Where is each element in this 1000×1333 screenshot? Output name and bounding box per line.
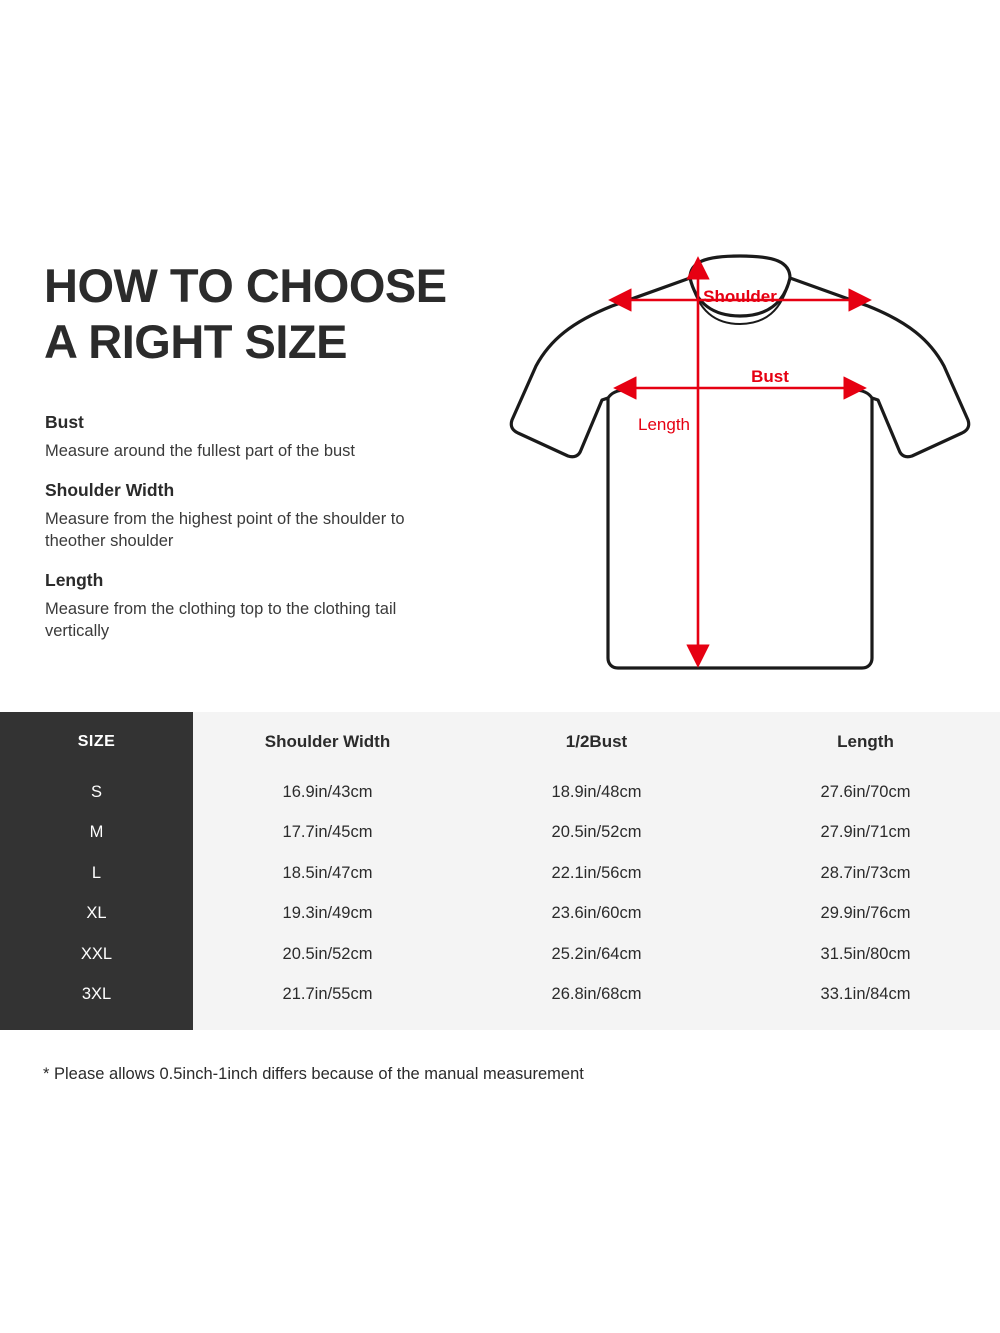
cell-length: 31.5in/80cm	[820, 944, 911, 963]
cell-shoulder-width: 17.7in/45cm	[282, 823, 373, 842]
definition-text: Measure from the highest point of the shoulder to theother shoulder	[45, 510, 405, 550]
cell-size: L	[91, 863, 102, 882]
length-label: Length	[638, 415, 690, 434]
page-title-line-1: HOW TO CHOOSE	[44, 259, 447, 312]
tshirt-outline-shape	[511, 256, 969, 668]
cell-half-bust: 22.1in/56cm	[551, 863, 642, 882]
cell-size: 3XL	[81, 985, 112, 1004]
definition-title: Length	[45, 570, 104, 590]
cell-length: 28.7in/73cm	[820, 863, 911, 882]
cell-length: 27.9in/71cm	[820, 823, 911, 842]
measurement-definitions	[45, 412, 515, 660]
table-row	[0, 975, 1000, 1016]
cell-shoulder-width: 19.3in/49cm	[282, 904, 373, 923]
cell-size: XXL	[80, 944, 113, 963]
cell-shoulder-width: 20.5in/52cm	[282, 944, 373, 963]
column-header-length: Length	[837, 732, 894, 751]
cell-shoulder-width: 18.5in/47cm	[282, 863, 373, 882]
table-row	[0, 853, 1000, 894]
table-row	[0, 894, 1000, 935]
cell-length: 29.9in/76cm	[820, 904, 911, 923]
cell-half-bust: 26.8in/68cm	[551, 985, 642, 1004]
table-row	[0, 772, 1000, 813]
definition-text: Measure around the fullest part of the bust	[45, 442, 356, 460]
size-chart-table	[0, 712, 1000, 1030]
definition-shoulder-width	[45, 480, 515, 552]
shoulder-label: Shoulder	[703, 287, 777, 306]
cell-half-bust: 25.2in/64cm	[551, 944, 642, 963]
page-title-line-2: A RIGHT SIZE	[44, 315, 347, 368]
definition-title: Bust	[45, 412, 84, 432]
cell-half-bust: 20.5in/52cm	[551, 823, 642, 842]
column-header-half-bust: 1/2Bust	[565, 732, 628, 751]
column-header-shoulder-width: Shoulder Width	[264, 732, 391, 751]
cell-length: 27.6in/70cm	[820, 782, 911, 801]
cell-half-bust: 18.9in/48cm	[551, 782, 642, 801]
table-header-row	[0, 712, 1000, 772]
table-row	[0, 813, 1000, 854]
column-header-size: SIZE	[77, 733, 116, 750]
cell-shoulder-width: 16.9in/43cm	[282, 782, 373, 801]
table-row	[0, 934, 1000, 975]
definition-text: Measure from the clothing top to the clothing tail vertically	[45, 600, 397, 640]
definition-bust	[45, 412, 515, 462]
bust-label: Bust	[751, 367, 789, 386]
measurement-footnote: * Please allows 0.5inch-1inch differs because of the manual measurement	[43, 1065, 584, 1083]
cell-shoulder-width: 21.7in/55cm	[282, 985, 373, 1004]
tshirt-diagram	[500, 240, 980, 690]
page-title	[44, 258, 514, 370]
cell-size: M	[89, 823, 104, 842]
cell-half-bust: 23.6in/60cm	[551, 904, 642, 923]
cell-size: S	[90, 782, 102, 801]
cell-size: XL	[86, 904, 107, 923]
cell-length: 33.1in/84cm	[820, 985, 911, 1004]
definition-length	[45, 570, 515, 642]
definition-title: Shoulder Width	[45, 480, 175, 500]
